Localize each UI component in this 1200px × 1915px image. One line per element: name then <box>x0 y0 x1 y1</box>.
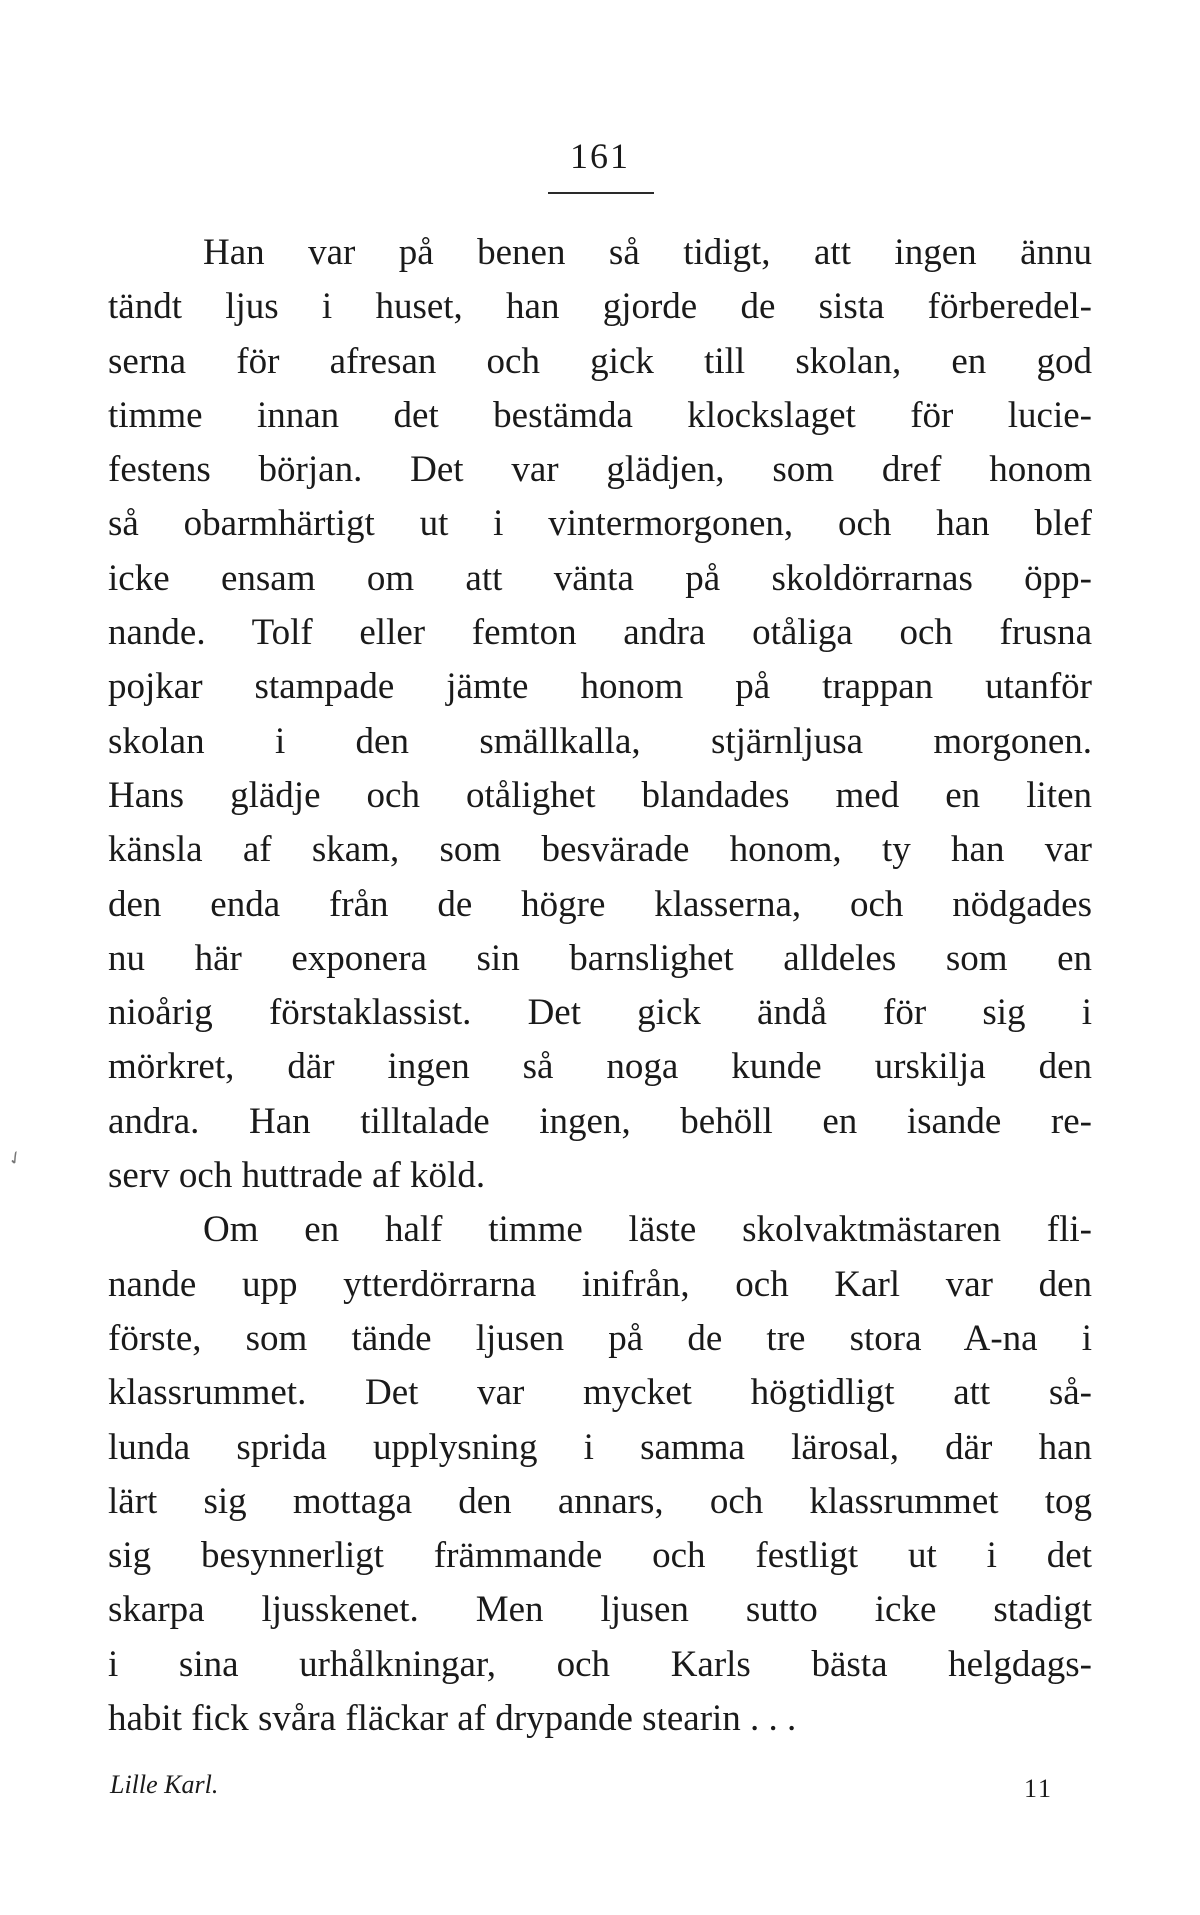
footer-signature: Lille Karl. <box>110 1770 219 1799</box>
page-number: 161 <box>570 136 630 176</box>
text-line: nioårig förstaklassist. Det gick ändå för sig i <box>108 992 1092 1034</box>
text-line: Hans glädje och otålighet blandades med en liten <box>108 774 1092 816</box>
text-line: lärt sig mottaga den annars, och klassrummet tog <box>108 1480 1092 1522</box>
text-line: klassrummet. Det var mycket högtidligt att så- <box>108 1372 1092 1414</box>
text-line: känsla af skam, som besvärade honom, ty han var <box>108 829 1092 871</box>
margin-mark: ✓ <box>3 1145 27 1171</box>
text-line: sig besynnerligt främmande och festligt ut i det <box>108 1535 1092 1577</box>
text-line: icke ensam om att vänta på skoldörrarnas öpp- <box>108 557 1092 599</box>
text-line: skarpa ljusskenet. Men ljusen sutto icke stadigt <box>108 1589 1092 1631</box>
paragraph-2 <box>108 1203 1092 1746</box>
footer-gathering-mark: 11 <box>1024 1774 1054 1803</box>
text-line: nande upp ytterdörrarna inifrån, och Karl var den <box>108 1263 1092 1305</box>
text-line: pojkar stampade jämte honom på trappan utanför <box>108 666 1092 708</box>
text-line: Han var på benen så tidigt, att ingen ännu <box>203 232 1092 273</box>
text-line: förste, som tände ljusen på de tre stora A-na i <box>108 1317 1092 1359</box>
text-line: i sina urhålkningar, och Karls bästa helgdags- <box>108 1643 1092 1685</box>
text-line: nu här exponera sin barnslighet alldeles som en <box>108 937 1092 979</box>
page-number-rule <box>548 192 654 194</box>
text-line: den enda från de högre klasserna, och nödgades <box>108 883 1092 925</box>
text-line: festens början. Det var glädjen, som dref honom <box>108 449 1092 491</box>
text-line: andra. Han tilltalade ingen, behöll en isande re- <box>108 1100 1092 1142</box>
text-line: serv och huttrade af köld. <box>108 1155 486 1197</box>
text-line: Om en half timme läste skolvaktmästaren fli- <box>203 1209 1092 1251</box>
text-line: skolan i den smällkalla, stjärnljusa morgonen. <box>108 720 1092 762</box>
body-text <box>108 226 1092 1746</box>
text-line: så obarmhärtigt ut i vintermorgonen, och han blef <box>108 503 1092 545</box>
text-line: tändt ljus i huset, han gjorde de sista förberedel- <box>108 286 1092 328</box>
text-line: timme innan det bestämda klockslaget för lucie- <box>108 394 1092 436</box>
paragraph-1 <box>108 226 1092 1203</box>
text-line: serna för afresan och gick till skolan, en god <box>108 340 1092 382</box>
text-line: mörkret, där ingen så noga kunde urskilja den <box>108 1046 1092 1088</box>
text-line: nande. Tolf eller femton andra otåliga och frusna <box>108 612 1092 654</box>
text-line: lunda sprida upplysning i samma lärosal, där han <box>108 1426 1092 1468</box>
text-line: habit fick svåra fläckar af drypande stearin . . . <box>108 1698 797 1740</box>
